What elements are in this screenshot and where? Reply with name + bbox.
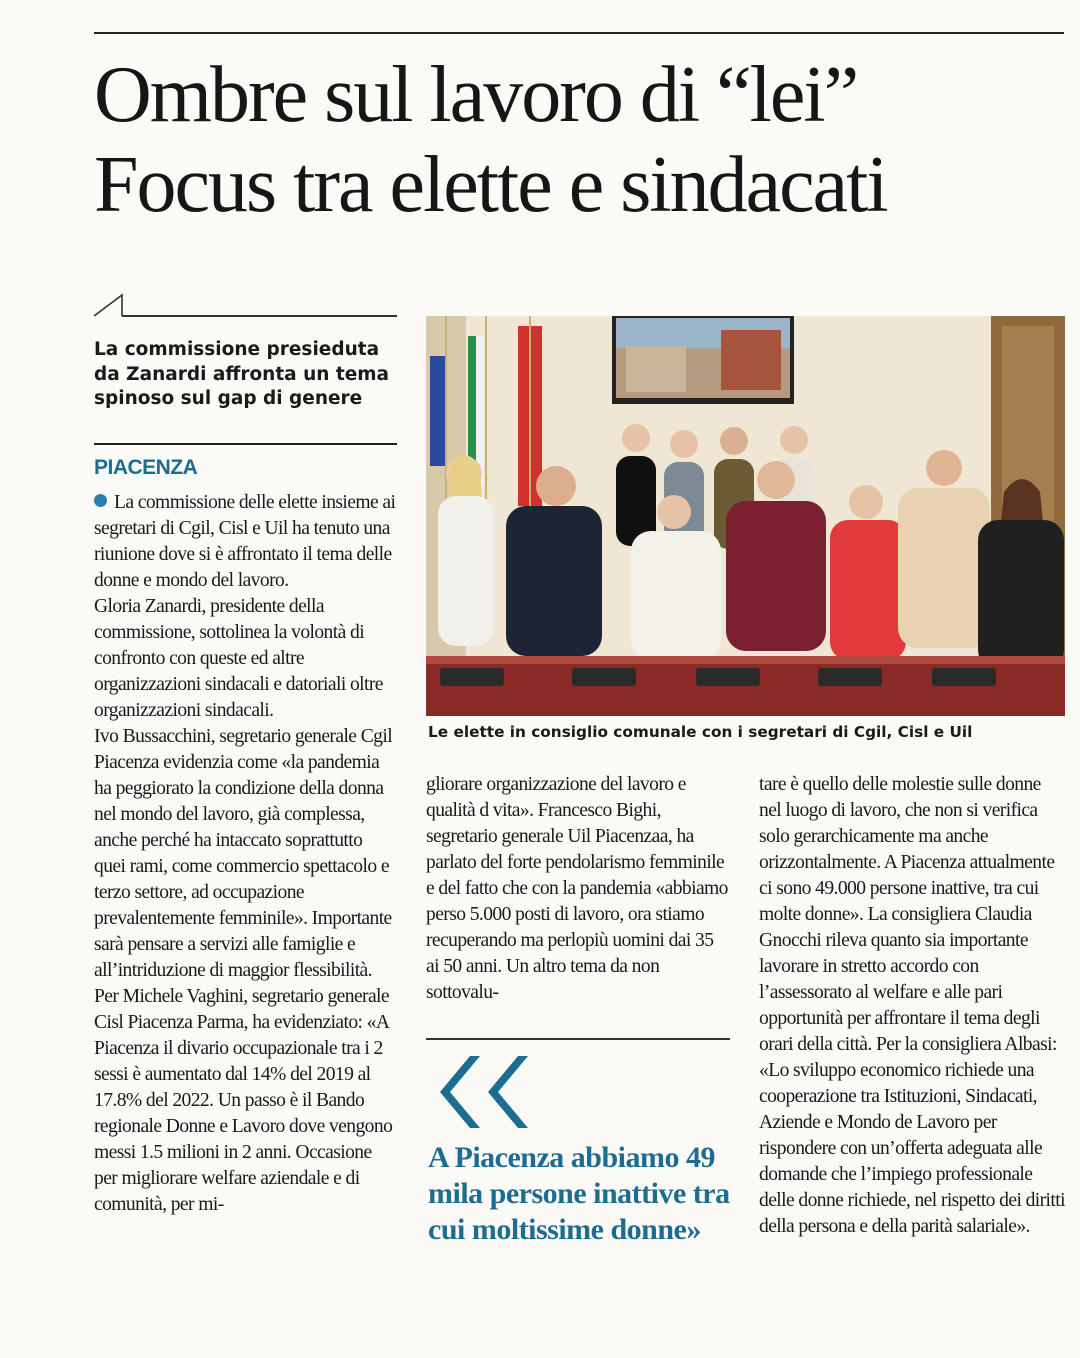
- headline: [94, 50, 1069, 230]
- pull-quote: A Piacenza abbiamo 49 mila persone inattive tra cui moltissime donne»: [428, 1141, 730, 1246]
- blue-dot-icon: [94, 494, 107, 507]
- top-rule: [94, 32, 1064, 34]
- photo-caption: Le elette in consiglio comunale con i segretari di Cgil, Cisl e Uil: [428, 723, 973, 741]
- paragraph: Gloria Zanardi, presidente della commissione, sottolinea la volontà di confronto con queste ed altre organizzazioni sindacali e datoriali oltre organizzazioni sindacali.: [94, 596, 383, 721]
- lead-paragraph: La commissione delle elette insieme ai segretari di Cgil, Cisl e Uil ha tenuto una riunione dove si è affrontato il tema delle donne e mondo del lavoro.: [94, 492, 396, 591]
- headline-line-2: Focus tra elette e sindacati: [94, 141, 887, 229]
- subheadline: La commissione presieduta da Zanardi affronta un tema spinoso sul gap di genere: [94, 339, 390, 409]
- subheadline-rule: [94, 443, 397, 445]
- paragraph: Ivo Bussacchini, segretario generale Cgil Piacenza evidenzia come «la pandemia ha peggiorato la condizione della donna nel mondo del lavoro, già complessa, anche perché ha intaccato soprattutto quei rami, come commercio spettacolo e terzo settore, ad occupazione prevalentemente femminile». Importante sarà pensare a servizi alle famiglie e all’intriduzione di maggior flessibilità. Per Michele Vaghini, segretario generale Cisl Piacenza Parma, ha evidenziato: «A Piacenza il divario occupazionale tra i 2 sessi è aumentato dal 14% del 2019 al 17.8% del 2022. Un passo è il Bando regionale Donne e Lavoro dove vengono messi 1.5 milioni in 2 anni. Occasione per migliorare welfare aziendale e di comunità, per mi-: [94, 726, 393, 1215]
- section-rule: [122, 315, 397, 317]
- group-photo: [426, 316, 1065, 716]
- headline-line-1: Ombre sul lavoro di “lei”: [94, 51, 858, 139]
- dateline: PIACENZA: [94, 456, 198, 479]
- article-column-3: [759, 772, 1065, 1240]
- article-column-2: [426, 772, 730, 1006]
- paragraph: gliorare organizzazione del lavoro e qualità d vita». Francesco Bighi, segretario generale Uil Piacenzaa, ha parlato del forte pendolarismo femminile e del fatto che con la pandemia «abbiamo perso 5.000 posti di lavoro, ora stiamo recuperando ma perlopiù uomini dai 35 ai 50 anni. Un altro tema da non sottovalu-: [426, 774, 728, 1003]
- article-column-1: [94, 490, 397, 1218]
- pull-quote-rule: [426, 1038, 730, 1040]
- double-chevron-quote-icon: [436, 1052, 536, 1132]
- paragraph: tare è quello delle molestie sulle donne nel luogo di lavoro, che non si verifica solo gerarchicamente ma anche orizzontalmente. A Piacenza attualmente ci sono 49.000 persone inattive, tra cui molte donne». La consigliera Claudia Gnocchi rileva quanto sia importante lavorare in stretto accordo con l’assessorato al welfare e alle pari opportunità per affrontare il tema degli orari della città. Per la consigliera Albasi: «Lo sviluppo economico richiede una cooperazione tra Istituzioni, Sindacati, Aziende e Mondo de Lavoro per rispondere con un’offerta adeguata alle domande che l’impiego professionale delle donne richiede, nel rispetto dei diritti della persona e della parità salariale».: [759, 774, 1065, 1237]
